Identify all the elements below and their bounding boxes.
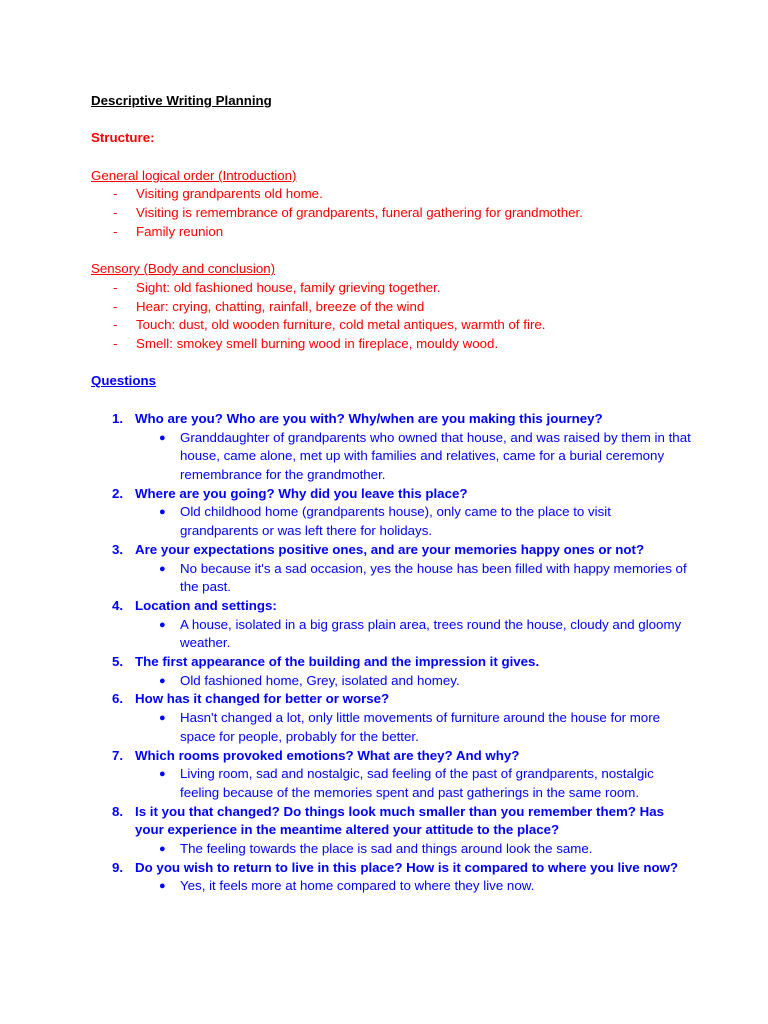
question-item — [91, 803, 691, 859]
answer-item — [91, 560, 691, 597]
list-item — [91, 298, 691, 317]
question-number: 7. — [112, 747, 124, 763]
questions-heading: Questions — [91, 373, 157, 389]
dash-bullet: - — [113, 205, 118, 221]
question-number: 1. — [112, 410, 124, 426]
answer-text: A house, isolated in a big grass plain area, trees round the house, cloudy and gloomy weather. — [180, 616, 682, 651]
bullet-icon: ● — [159, 506, 166, 519]
answer-item — [91, 616, 691, 653]
question-number: 4. — [112, 597, 124, 613]
dash-bullet: - — [113, 298, 118, 314]
question-number: 8. — [112, 803, 124, 819]
answer-text: Hasn't changed a lot, only little movements of furniture around the house for more space for people, probably for the better. — [180, 710, 661, 744]
dash-bullet: - — [113, 336, 118, 352]
answer-item — [91, 709, 691, 746]
question-number: 6. — [112, 691, 124, 707]
list-item — [91, 316, 691, 335]
list-item — [91, 185, 691, 204]
question-text: Do you wish to return to live in this place? How is it compared to where you live now? — [135, 859, 679, 875]
answer-item — [91, 877, 691, 896]
question-item — [91, 597, 691, 653]
questions-list — [91, 410, 691, 896]
answer-item — [91, 503, 691, 540]
question-text: Where are you going? Why did you leave this place? — [135, 485, 468, 501]
bullet-icon: ● — [159, 562, 166, 575]
list-item — [91, 279, 691, 298]
document-title: Descriptive Writing Planning — [91, 93, 272, 108]
bullet-icon: ● — [159, 431, 166, 444]
answer-text: Old childhood home (grandparents house), only came to the place to visit grandparents or was left there for holidays. — [180, 504, 611, 539]
question-text: Are your expectations positive ones, and are your memories happy ones or not? — [135, 541, 645, 557]
answer-item — [91, 672, 691, 691]
question-number: 5. — [112, 654, 124, 670]
question-text: Is it you that changed? Do things look much smaller than you remember them? Has your experience in the meantime altered your attitude to the place? — [135, 803, 665, 838]
answer-text: Living room, sad and nostalgic, sad feeling of the past of grandparents, nostalgic feeling because of the memories spent and past gatherings in the same room. — [180, 766, 654, 800]
answer-text: Yes, it feels more at home compared to where they live now. — [180, 878, 535, 894]
list-item-text: Visiting grandparents old home. — [136, 186, 323, 202]
answer-text: Granddaughter of grandparents who owned that house, and was raised by them in that house, came alone, met up with families and relatives, came for a burial ceremony remembrance for the grandmother. — [180, 429, 691, 482]
question-item — [91, 653, 691, 690]
document-page — [91, 92, 691, 896]
list-item-text: Smell: smokey smell burning wood in fireplace, mouldy wood. — [136, 336, 499, 352]
list-item — [91, 204, 691, 223]
dash-bullet: - — [113, 317, 118, 333]
list-item-text: Touch: dust, old wooden furniture, cold metal antiques, warmth of fire. — [136, 317, 546, 333]
question-item — [91, 485, 691, 541]
bullet-icon: ● — [159, 880, 166, 893]
answer-text: Old fashioned home, Grey, isolated and homey. — [180, 672, 460, 688]
question-number: 9. — [112, 859, 124, 875]
list-item-text: Visiting is remembrance of grandparents, funeral gathering for grandmother. — [136, 205, 583, 221]
question-item — [91, 541, 691, 597]
question-text: Who are you? Who are you with? Why/when are you making this journey? — [135, 410, 603, 426]
list-item-text: Family reunion — [136, 223, 224, 239]
question-number: 2. — [112, 485, 124, 501]
bullet-icon: ● — [159, 843, 166, 856]
bullet-icon: ● — [159, 618, 166, 631]
question-text: The first appearance of the building and the impression it gives. — [135, 654, 540, 670]
general-list — [91, 185, 691, 241]
answer-item — [91, 765, 691, 802]
dash-bullet: - — [113, 186, 118, 202]
list-item — [91, 223, 691, 242]
list-item — [91, 335, 691, 354]
dash-bullet: - — [113, 223, 118, 239]
structure-label: Structure: — [91, 130, 155, 146]
question-item — [91, 747, 691, 803]
question-item — [91, 690, 691, 746]
list-item-text: Hear: crying, chatting, rainfall, breeze of the wind — [136, 298, 425, 314]
question-text: How has it changed for better or worse? — [135, 691, 390, 707]
answer-item — [91, 840, 691, 859]
general-heading: General logical order (Introduction) — [91, 167, 297, 183]
question-text: Location and settings: — [135, 597, 277, 613]
bullet-icon: ● — [159, 674, 166, 687]
bullet-icon: ● — [159, 712, 166, 725]
question-item — [91, 859, 691, 896]
answer-item — [91, 429, 691, 485]
question-item — [91, 410, 691, 485]
answer-text: No because it's a sad occasion, yes the house has been filled with happy memories of the past. — [180, 560, 687, 595]
bullet-icon: ● — [159, 768, 166, 781]
answer-text: The feeling towards the place is sad and things around look the same. — [180, 841, 593, 857]
sensory-heading: Sensory (Body and conclusion) — [91, 261, 276, 277]
list-item-text: Sight: old fashioned house, family grieving together. — [136, 279, 441, 295]
sensory-list — [91, 279, 691, 354]
question-number: 3. — [112, 541, 124, 557]
question-text: Which rooms provoked emotions? What are they? And why? — [135, 747, 520, 763]
dash-bullet: - — [113, 279, 118, 295]
